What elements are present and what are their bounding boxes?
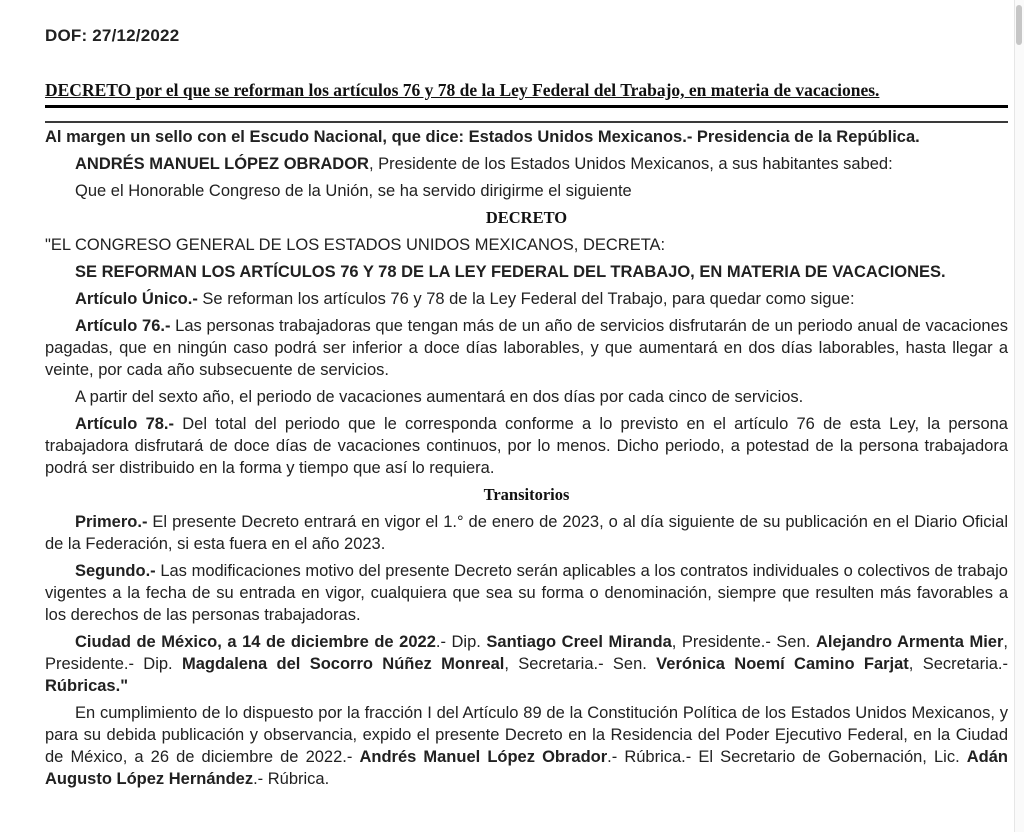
seal-line: Al margen un sello con el Escudo Nacional, que dice: Estados Unidos Mexicanos.- Presidencia de la República. (45, 121, 1008, 148)
promulgation-text-1: En cumplimiento de lo dispuesto por la fracción I del Artículo 89 de la Constitución Política de los Estados Unidos Mexicanos, y para su debida publicación y observancia, expido el presente Decreto en la Residencia del Poder Ejecutivo Federal, en la Ciudad de México, a 26 de diciembre de 2022.- (45, 704, 1008, 766)
segundo-text: Las modificaciones motivo del presente Decreto serán aplicables a los contratos individuales o colectivos de trabajo vigentes a la fecha de su entrada en vigor, cualquiera que sea su forma o denominación, siempre que resulten más favorables a los derechos de las personas trabajadoras. (45, 562, 1008, 624)
promulgation-text-3: .- Rúbrica. (253, 770, 330, 788)
signature-name-camino: Verónica Noemí Camino Farjat (656, 655, 909, 673)
transitorio-primero-paragraph (45, 511, 1008, 555)
articulo-unico-text: Se reforman los artículos 76 y 78 de la Ley Federal del Trabajo, para quedar como sigue: (197, 290, 855, 308)
decree-heading: DECRETO (485, 208, 568, 227)
primero-label: Primero.- (75, 513, 148, 531)
articulo-76-paragraph (45, 315, 1008, 381)
dof-date-label: DOF: 27/12/2022 (45, 26, 180, 45)
sexto-line: A partir del sexto año, el periodo de vacaciones aumentará en dos días por cada cinco de servicios. (75, 388, 804, 406)
signature-sep-4: , Secretaria.- Sen. (504, 655, 657, 673)
transitorio-segundo-paragraph (45, 560, 1008, 626)
promulgation-name-amlo: Andrés Manuel López Obrador (359, 748, 608, 766)
articulo-78-text: Del total del periodo que le corresponda conforme a lo previsto en el artículo 76 de esta Ley, la persona trabajadora disfrutará de doce días de vacaciones continuos, por lo menos. Dicho periodo, a potestad de la persona trabajadora podrá ser distribuido en la forma y tiempo que así lo requiera. (45, 415, 1008, 477)
articulo-76-text: Las personas trabajadoras que tengan más de un año de servicios disfrutarán de un periodo anual de vacaciones pagadas, que en ningún caso podrá ser inferior a doce días laborables, y que aumentará en dos días laborables, hasta llegar a veinte, por cada año subsecuente de servicios. (45, 317, 1008, 379)
signature-date: Ciudad de México, a 14 de diciembre de 2022 (75, 633, 436, 651)
president-name: ANDRÉS MANUEL LÓPEZ OBRADOR (75, 155, 369, 173)
document (45, 26, 1008, 795)
president-intro-rest: , Presidente de los Estados Unidos Mexicanos, a sus habitantes sabed: (368, 155, 893, 173)
articulo-76-label: Artículo 76.- (75, 317, 171, 335)
signature-name-armenta: Alejandro Armenta Mier (815, 633, 1004, 651)
signature-name-creel: Santiago Creel Miranda (486, 633, 672, 651)
scrollbar-track[interactable] (1014, 0, 1024, 832)
articulo-unico-label: Artículo Único.- (75, 290, 198, 308)
articulo-78-paragraph (45, 413, 1008, 479)
promulgation-name-adan: Adán Augusto López Hernández (45, 748, 1008, 788)
promulgation-text-2: .- Rúbrica.- El Secretario de Gobernación, Lic. (607, 748, 967, 766)
reform-line: SE REFORMAN LOS ARTÍCULOS 76 Y 78 DE LA LEY FEDERAL DEL TRABAJO, EN MATERIA DE VACACIONES. (75, 263, 946, 281)
signatures-paragraph (45, 631, 1008, 697)
articulo-unico-paragraph (45, 288, 1008, 310)
president-intro-paragraph (45, 153, 1008, 175)
primero-text: El presente Decreto entrará en vigor el 1.° de enero de 2023, o al día siguiente de su publicación en el Diario Oficial de la Federación, si esta fuera en el año 2023. (45, 513, 1008, 553)
promulgation-paragraph (45, 702, 1008, 790)
articulo-78-label: Artículo 78.- (75, 415, 174, 433)
signature-sep-3: , Presidente.- Dip. (45, 633, 1008, 673)
decreta-line: "EL CONGRESO GENERAL DE LOS ESTADOS UNIDOS MEXICANOS, DECRETA: (45, 236, 666, 254)
signature-sep-1: .- Dip. (435, 633, 487, 651)
signature-name-nunez: Magdalena del Socorro Núñez Monreal (181, 655, 505, 673)
segundo-label: Segundo.- (75, 562, 156, 580)
signature-sep-2: , Presidente.- Sen. (671, 633, 816, 651)
signature-rubricas: Rúbricas." (45, 677, 129, 695)
transitorios-heading: Transitorios (483, 485, 570, 504)
decree-title: DECRETO por el que se reforman los artículos 76 y 78 de la Ley Federal del Trabajo, en materia de vacaciones. (45, 80, 1008, 108)
congress-line: Que el Honorable Congreso de la Unión, se ha servido dirigirme el siguiente (75, 182, 632, 200)
scrollbar-thumb[interactable] (1016, 5, 1022, 45)
signature-sep-5: , Secretaria.- (908, 655, 1008, 673)
